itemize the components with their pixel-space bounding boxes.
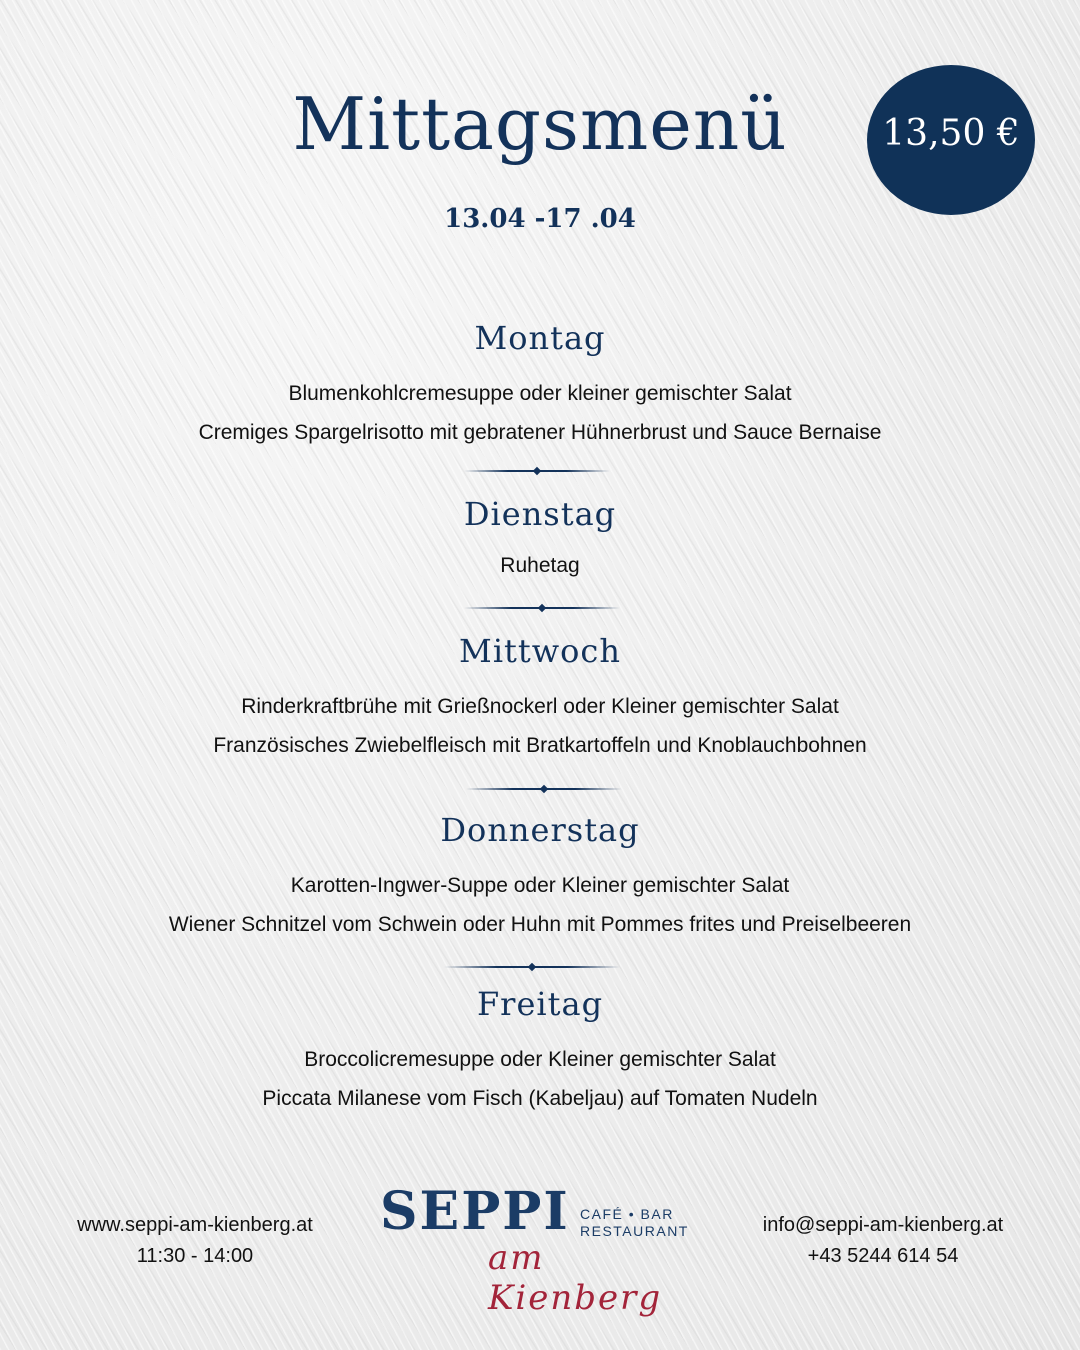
logo-script: am Kienberg bbox=[488, 1238, 663, 1318]
logo-subtitle bbox=[580, 1206, 689, 1240]
footer-right bbox=[738, 1210, 1028, 1272]
day-name: Mittwoch bbox=[459, 632, 621, 670]
ornament-divider bbox=[444, 966, 620, 968]
dish-line: Rinderkraftbrühe mit Grießnockerl oder Kleiner gemischter Salat bbox=[241, 695, 839, 718]
website-link[interactable]: www.seppi-am-kienberg.at bbox=[77, 1214, 313, 1236]
dish-line: Piccata Milanese vom Fisch (Kabeljau) auf Tomaten Nudeln bbox=[262, 1087, 818, 1110]
opening-hours: 11:30 - 14:00 bbox=[136, 1245, 254, 1267]
day-section-montag bbox=[0, 319, 1080, 452]
day-section-mittwoch bbox=[0, 632, 1080, 765]
dish-line: Französisches Zwiebelfleisch mit Bratkartoffeln und Knoblauchbohnen bbox=[213, 734, 867, 757]
dish-line: Broccolicremesuppe oder Kleiner gemischter Salat bbox=[304, 1048, 776, 1071]
day-name: Dienstag bbox=[463, 495, 617, 533]
ornament-divider bbox=[466, 788, 622, 790]
day-section-freitag bbox=[0, 985, 1080, 1118]
ornament-divider bbox=[464, 470, 610, 472]
date-range: 13.04 -17 .04 bbox=[444, 204, 636, 234]
day-name: Freitag bbox=[476, 985, 604, 1023]
day-section-donnerstag bbox=[0, 811, 1080, 944]
logo-subtitle-line1: CAFÉ • BAR bbox=[580, 1206, 674, 1222]
phone-number[interactable]: +43 5244 614 54 bbox=[807, 1245, 959, 1267]
restaurant-logo bbox=[380, 1181, 700, 1318]
dish-line: Ruhetag bbox=[500, 554, 580, 577]
price-label: 13,50 € bbox=[882, 112, 1020, 154]
page-title: Mittagsmenü bbox=[292, 82, 788, 166]
dish-line: Blumenkohlcremesuppe oder kleiner gemischter Salat bbox=[288, 382, 792, 405]
dish-line: Cremiges Spargelrisotto mit gebratener Hühnerbrust und Sauce Bernaise bbox=[198, 421, 882, 444]
dish-line: Karotten-Ingwer-Suppe oder Kleiner gemischter Salat bbox=[290, 874, 790, 897]
footer-left bbox=[50, 1210, 340, 1272]
logo-wordmark: SEPPI bbox=[380, 1181, 570, 1242]
day-name: Donnerstag bbox=[440, 811, 640, 849]
email-link[interactable]: info@seppi-am-kienberg.at bbox=[762, 1214, 1004, 1236]
dish-line: Wiener Schnitzel vom Schwein oder Huhn mit Pommes frites und Preiselbeeren bbox=[168, 913, 912, 936]
ornament-divider bbox=[464, 607, 620, 609]
day-section-dienstag bbox=[0, 495, 1080, 585]
day-name: Montag bbox=[474, 319, 606, 357]
price-badge bbox=[867, 65, 1035, 215]
logo-subtitle-line2: RESTAURANT bbox=[580, 1223, 689, 1239]
